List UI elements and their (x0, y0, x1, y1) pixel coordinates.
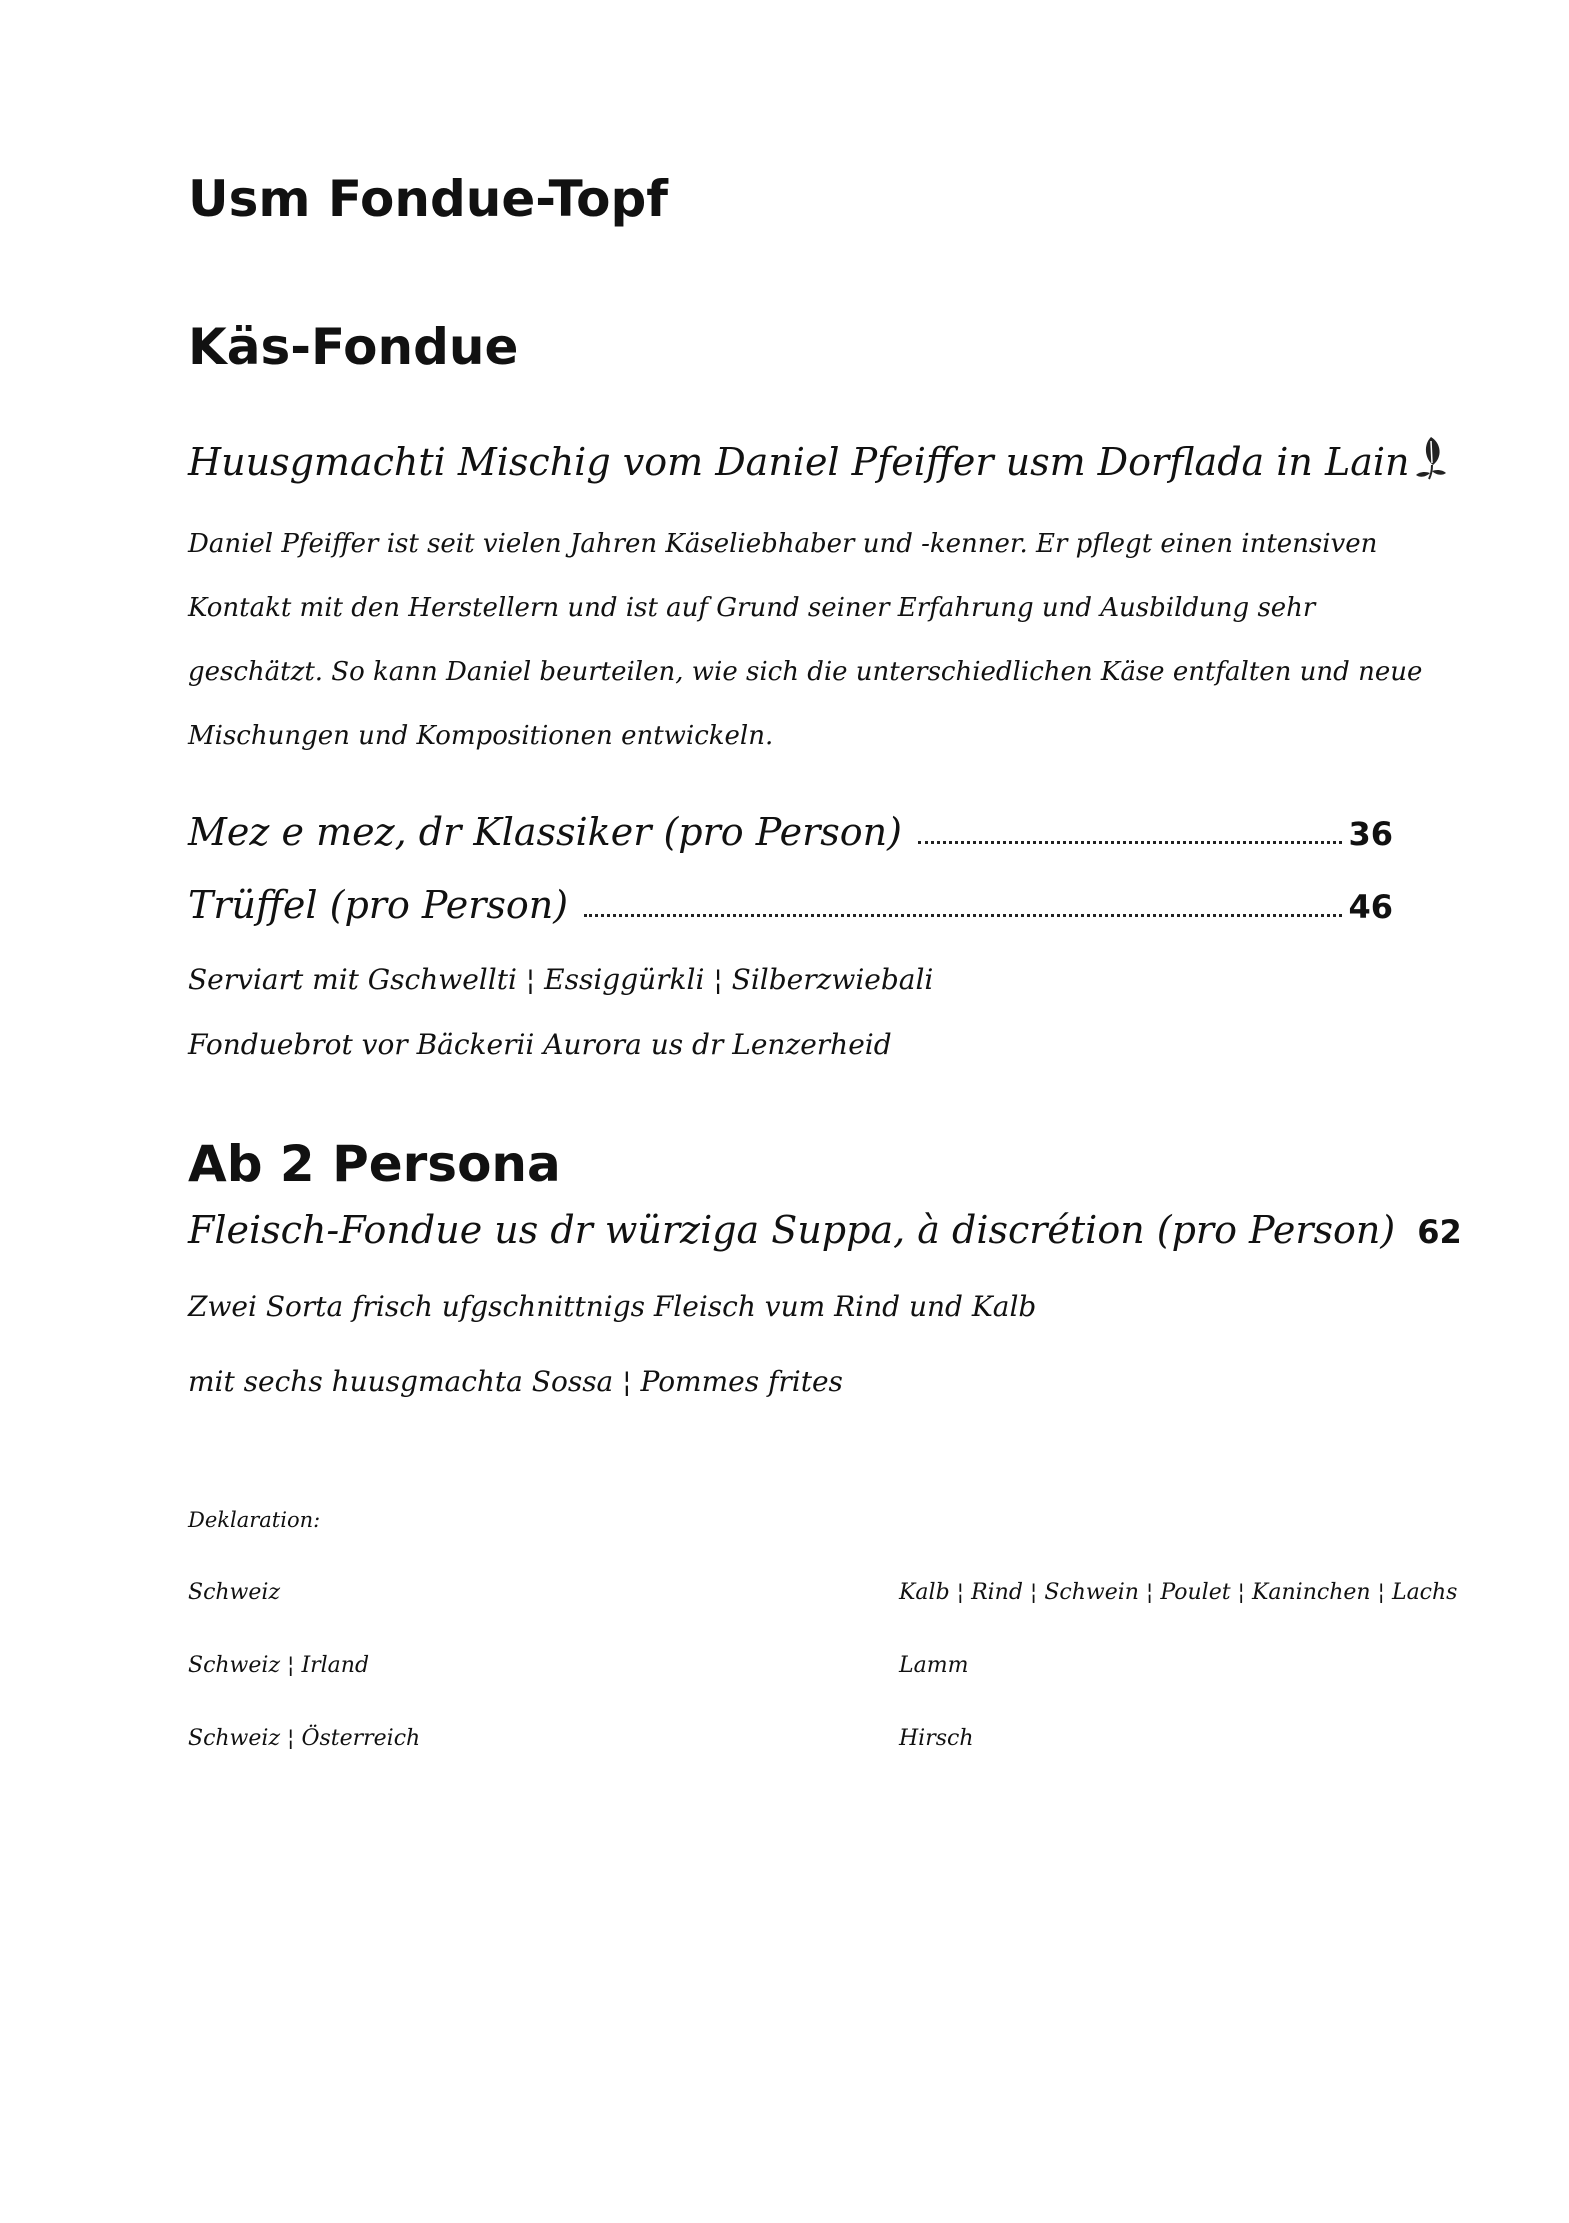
declaration-meat: Kalb ¦ Rind ¦ Schwein ¦ Poulet ¦ Kaninchen ¦ Lachs (899, 1580, 1458, 1605)
cheese-description: Daniel Pfeiffer ist seit vielen Jahren Käseliebhaber und -kenner. Er pflegt einen intensiven Kontakt mit den Herstellern und ist auf Grund seiner Erfahrung und Ausbildung sehr geschätzt. So kann Daniel beurteilen, wie sich die unterschiedlichen Käse entfalten und neue Mischungen und Kompositionen entwickeln. (188, 529, 1423, 751)
leaf-icon (1411, 433, 1451, 483)
meat-note: Zwei Sorta frisch ufgschnittnigs Fleisch vum Rind und Kalb (188, 1290, 1037, 1323)
declaration-label: Deklaration: (188, 1508, 321, 1532)
sauce-note: mit sechs huusgmachta Sossa ¦ Pommes frites (188, 1365, 843, 1398)
bread-note: Fonduebrot vor Bäckerii Aurora us dr Lenzerheid (188, 1028, 892, 1061)
declaration-origin: Schweiz ¦ Irland (188, 1653, 370, 1678)
menu-item-mez-e-mez (188, 810, 1393, 854)
section-heading-kaes-fondue: Käs-Fondue (188, 318, 519, 376)
menu-item-name: Fleisch-Fondue us dr würziga Suppa, à discrétion (pro Person) (188, 1208, 1396, 1252)
declaration-origin: Schweiz (188, 1580, 281, 1605)
menu-item-price: 62 (1417, 1213, 1462, 1251)
menu-item-fleisch-fondue (188, 1208, 1462, 1252)
menu-item-name: Trüffel (pro Person) (188, 883, 569, 927)
served-with-note: Serviart mit Gschwellti ¦ Essiggürkli ¦ Silberzwiebali (188, 963, 934, 996)
menu-item-price: 46 (1348, 888, 1393, 926)
dot-leader (584, 913, 1342, 917)
cheese-mix-subtitle (188, 433, 1451, 484)
declaration-meat: Lamm (899, 1653, 969, 1678)
subtitle-text: Huusgmachti Mischig vom Daniel Pfeiffer usm Dorflada in Lain (188, 440, 1410, 484)
declaration-origin: Schweiz ¦ Österreich (188, 1726, 421, 1751)
menu-item-price: 36 (1348, 815, 1393, 853)
menu-item-trueffel (188, 883, 1393, 927)
section-heading-ab-2-persona: Ab 2 Persona (188, 1135, 561, 1193)
menu-item-name: Mez e mez, dr Klassiker (pro Person) (188, 810, 902, 854)
page-title: Usm Fondue-Topf (188, 170, 669, 228)
declaration-meat: Hirsch (899, 1726, 974, 1751)
dot-leader (918, 840, 1343, 844)
